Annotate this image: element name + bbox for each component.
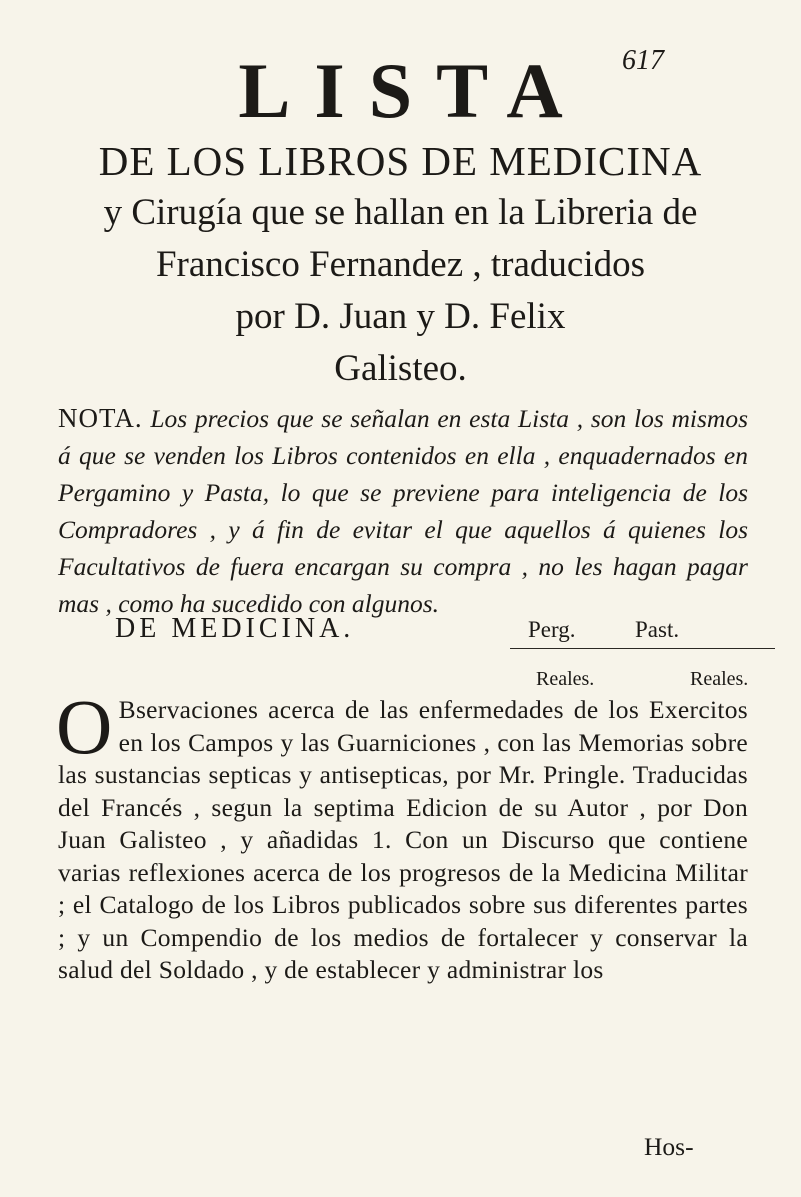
entry-text: Bservaciones acerca de las enfermedades de los Exercitos en los Campos y las Guarniciones , con las Memorias sobre las sustancias septicas y antisepticas, por Mr. Pringle. Traducidas del Francés , segun la septima Edicion de su Autor , por Don Juan Galisteo , y añadidas 1. Con un Discurso que contiene varias reflexiones acerca de los progresos de la Medicina Militar ; el Catalogo de los Libros publicados sobre sus diferentes partes ; y un Compendio de los medios de fortalecer y conservar la salud del Soldado , y de establecer y administrar los <box>58 695 748 984</box>
unit-perg: Reales. <box>536 668 595 690</box>
nota-text: Los precios que se señalan en esta Lista , son los mismos á que se venden los Libros contenidos en ella , enquadernados en Pergamino y Pasta, lo que se previene para inteligencia de los Compradores , y á fin de evitar el que aquellos á quienes los Facultativos de fuera encargan su compra , no les hagan pagar mas , como ha sucedido con algunos. <box>58 404 748 618</box>
title-line-3: Francisco Fernandez , traducidos <box>155 244 646 285</box>
drop-cap: O <box>56 683 113 770</box>
section-header <box>115 613 765 653</box>
column-header-past: Past. <box>635 617 680 642</box>
nota-label: NOTA. <box>58 403 143 433</box>
book-entry <box>56 683 748 987</box>
title-line-2: y Cirugía que se hallan en la Libreria de <box>103 192 698 233</box>
title-subtitle <box>50 135 751 395</box>
page-number: 617 <box>622 45 664 76</box>
unit-past: Reales. <box>690 668 749 690</box>
nota-paragraph <box>58 400 748 622</box>
catchword: Hos- <box>644 1132 694 1161</box>
column-header-perg: Perg. <box>528 617 576 642</box>
section-title: DE MEDICINA. <box>115 613 355 644</box>
title-line-1: DE LOS LIBROS DE MEDICINA <box>98 138 703 184</box>
header-rule <box>510 648 775 649</box>
title-line-5: Galisteo. <box>334 348 467 389</box>
title-line-4: por D. Juan y D. Felix <box>235 296 566 337</box>
page-title: LISTA <box>238 47 587 134</box>
